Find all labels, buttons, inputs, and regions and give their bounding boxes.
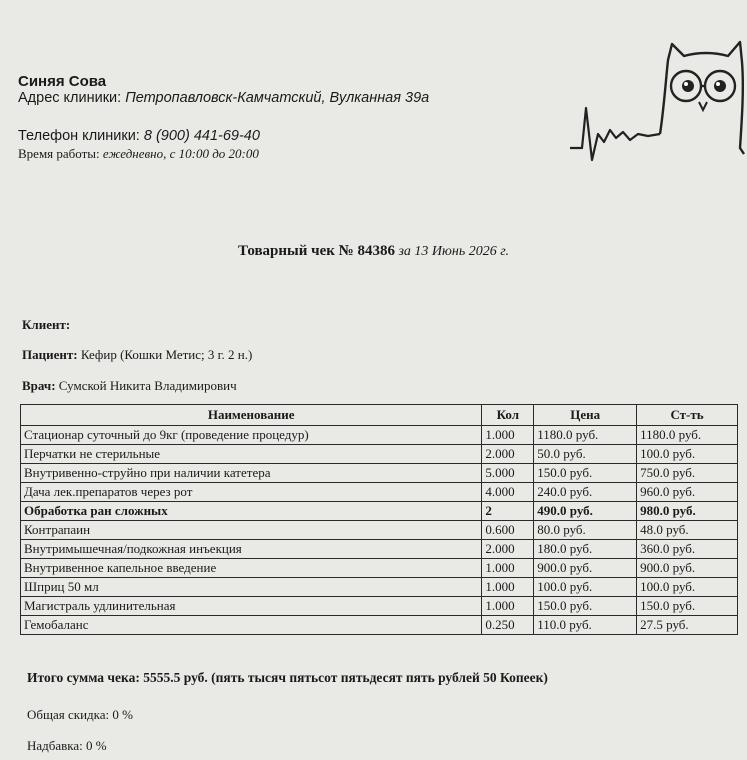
item-price: 80.0 руб. bbox=[534, 521, 637, 540]
doctor-line bbox=[22, 378, 237, 394]
phone-label: Телефон клиники: bbox=[18, 128, 140, 144]
item-cost: 48.0 руб. bbox=[637, 521, 738, 540]
item-name: Гемобаланс bbox=[21, 616, 482, 635]
clinic-address bbox=[18, 89, 488, 107]
item-name: Внутривенно-струйно при наличии катетера bbox=[21, 464, 482, 483]
item-cost: 750.0 руб. bbox=[637, 464, 738, 483]
item-qty: 1.000 bbox=[482, 578, 534, 597]
table-row bbox=[21, 597, 738, 616]
item-price: 1180.0 руб. bbox=[534, 426, 637, 445]
client-label: Клиент: bbox=[22, 317, 71, 332]
total-markup: Надбавка: 0 % bbox=[27, 738, 107, 753]
phone-value: 8 (900) 441-69-40 bbox=[143, 128, 260, 144]
item-name: Внутривенное капельное введение bbox=[21, 559, 482, 578]
item-name: Шприц 50 мл bbox=[21, 578, 482, 597]
total-sum: Итого сумма чека: 5555.5 руб. (пять тысяч пятьсот пятьдесят пять рублей 50 Копеек) bbox=[27, 670, 548, 685]
item-cost: 360.0 руб. bbox=[637, 540, 738, 559]
item-qty: 2 bbox=[482, 502, 534, 521]
item-name: Дача лек.препаратов через рот bbox=[21, 483, 482, 502]
table-row bbox=[21, 464, 738, 483]
item-cost: 27.5 руб. bbox=[637, 616, 738, 635]
table-row bbox=[21, 559, 738, 578]
doctor-label: Врач: bbox=[22, 378, 56, 393]
header-price: Цена bbox=[534, 405, 637, 426]
patient-value: Кефир (Кошки Метис; 3 г. 2 н.) bbox=[80, 347, 253, 362]
item-qty: 0.250 bbox=[482, 616, 534, 635]
header-qty: Кол bbox=[482, 405, 534, 426]
address-value: Петропавловск-Камчатский, Вулканная 39а bbox=[125, 90, 430, 106]
item-name: Магистраль удлинительная bbox=[21, 597, 482, 616]
item-qty: 0.600 bbox=[482, 521, 534, 540]
item-name: Стационар суточный до 9кг (проведение процедур) bbox=[21, 426, 482, 445]
item-qty: 1.000 bbox=[482, 559, 534, 578]
hours-label: Время работы: bbox=[18, 146, 100, 161]
clinic-hours bbox=[18, 146, 259, 162]
item-qty: 2.000 bbox=[482, 540, 534, 559]
receipt-title bbox=[0, 243, 747, 260]
table-row bbox=[21, 483, 738, 502]
item-price: 100.0 руб. bbox=[534, 578, 637, 597]
table-row bbox=[21, 426, 738, 445]
items-table bbox=[20, 404, 738, 635]
clinic-phone bbox=[18, 128, 260, 144]
table-row-group bbox=[21, 502, 738, 521]
item-qty: 5.000 bbox=[482, 464, 534, 483]
item-price: 150.0 руб. bbox=[534, 597, 637, 616]
header-cost: Ст-ть bbox=[637, 405, 738, 426]
item-price: 110.0 руб. bbox=[534, 616, 637, 635]
item-price: 240.0 руб. bbox=[534, 483, 637, 502]
table-row bbox=[21, 445, 738, 464]
receipt-date: за 13 Июнь 2026 г. bbox=[398, 244, 510, 259]
owl-heartbeat-logo-icon bbox=[568, 38, 747, 173]
table-row bbox=[21, 616, 738, 635]
item-price: 180.0 руб. bbox=[534, 540, 637, 559]
receipt-number: Товарный чек № 84386 bbox=[237, 243, 395, 259]
client-line bbox=[22, 317, 70, 333]
doctor-value: Сумской Никита Владимирович bbox=[58, 378, 237, 393]
patient-line bbox=[22, 347, 252, 363]
hours-value: ежедневно, с 10:00 до 20:00 bbox=[102, 146, 259, 161]
item-name: Контрапаин bbox=[21, 521, 482, 540]
item-cost: 100.0 руб. bbox=[637, 445, 738, 464]
item-name: Обработка ран сложных bbox=[21, 502, 482, 521]
item-cost: 960.0 руб. bbox=[637, 483, 738, 502]
item-price: 50.0 руб. bbox=[534, 445, 637, 464]
table-row bbox=[21, 521, 738, 540]
total-discount: Общая скидка: 0 % bbox=[27, 707, 133, 722]
patient-label: Пациент: bbox=[22, 347, 78, 362]
item-price: 490.0 руб. bbox=[534, 502, 637, 521]
address-label: Адрес клиники: bbox=[18, 90, 122, 106]
item-cost: 1180.0 руб. bbox=[637, 426, 738, 445]
item-price: 150.0 руб. bbox=[534, 464, 637, 483]
item-name: Внутримышечная/подкожная инъекция bbox=[21, 540, 482, 559]
item-qty: 1.000 bbox=[482, 426, 534, 445]
table-row bbox=[21, 578, 738, 597]
item-qty: 1.000 bbox=[482, 597, 534, 616]
item-price: 900.0 руб. bbox=[534, 559, 637, 578]
table-row bbox=[21, 540, 738, 559]
item-cost: 100.0 руб. bbox=[637, 578, 738, 597]
item-name: Перчатки не стерильные bbox=[21, 445, 482, 464]
item-cost: 980.0 руб. bbox=[637, 502, 738, 521]
item-qty: 2.000 bbox=[482, 445, 534, 464]
item-cost: 900.0 руб. bbox=[637, 559, 738, 578]
item-qty: 4.000 bbox=[482, 483, 534, 502]
table-header-row bbox=[21, 405, 738, 426]
clinic-name: Синяя Сова bbox=[18, 73, 107, 90]
header-name: Наименование bbox=[21, 405, 482, 426]
item-cost: 150.0 руб. bbox=[637, 597, 738, 616]
